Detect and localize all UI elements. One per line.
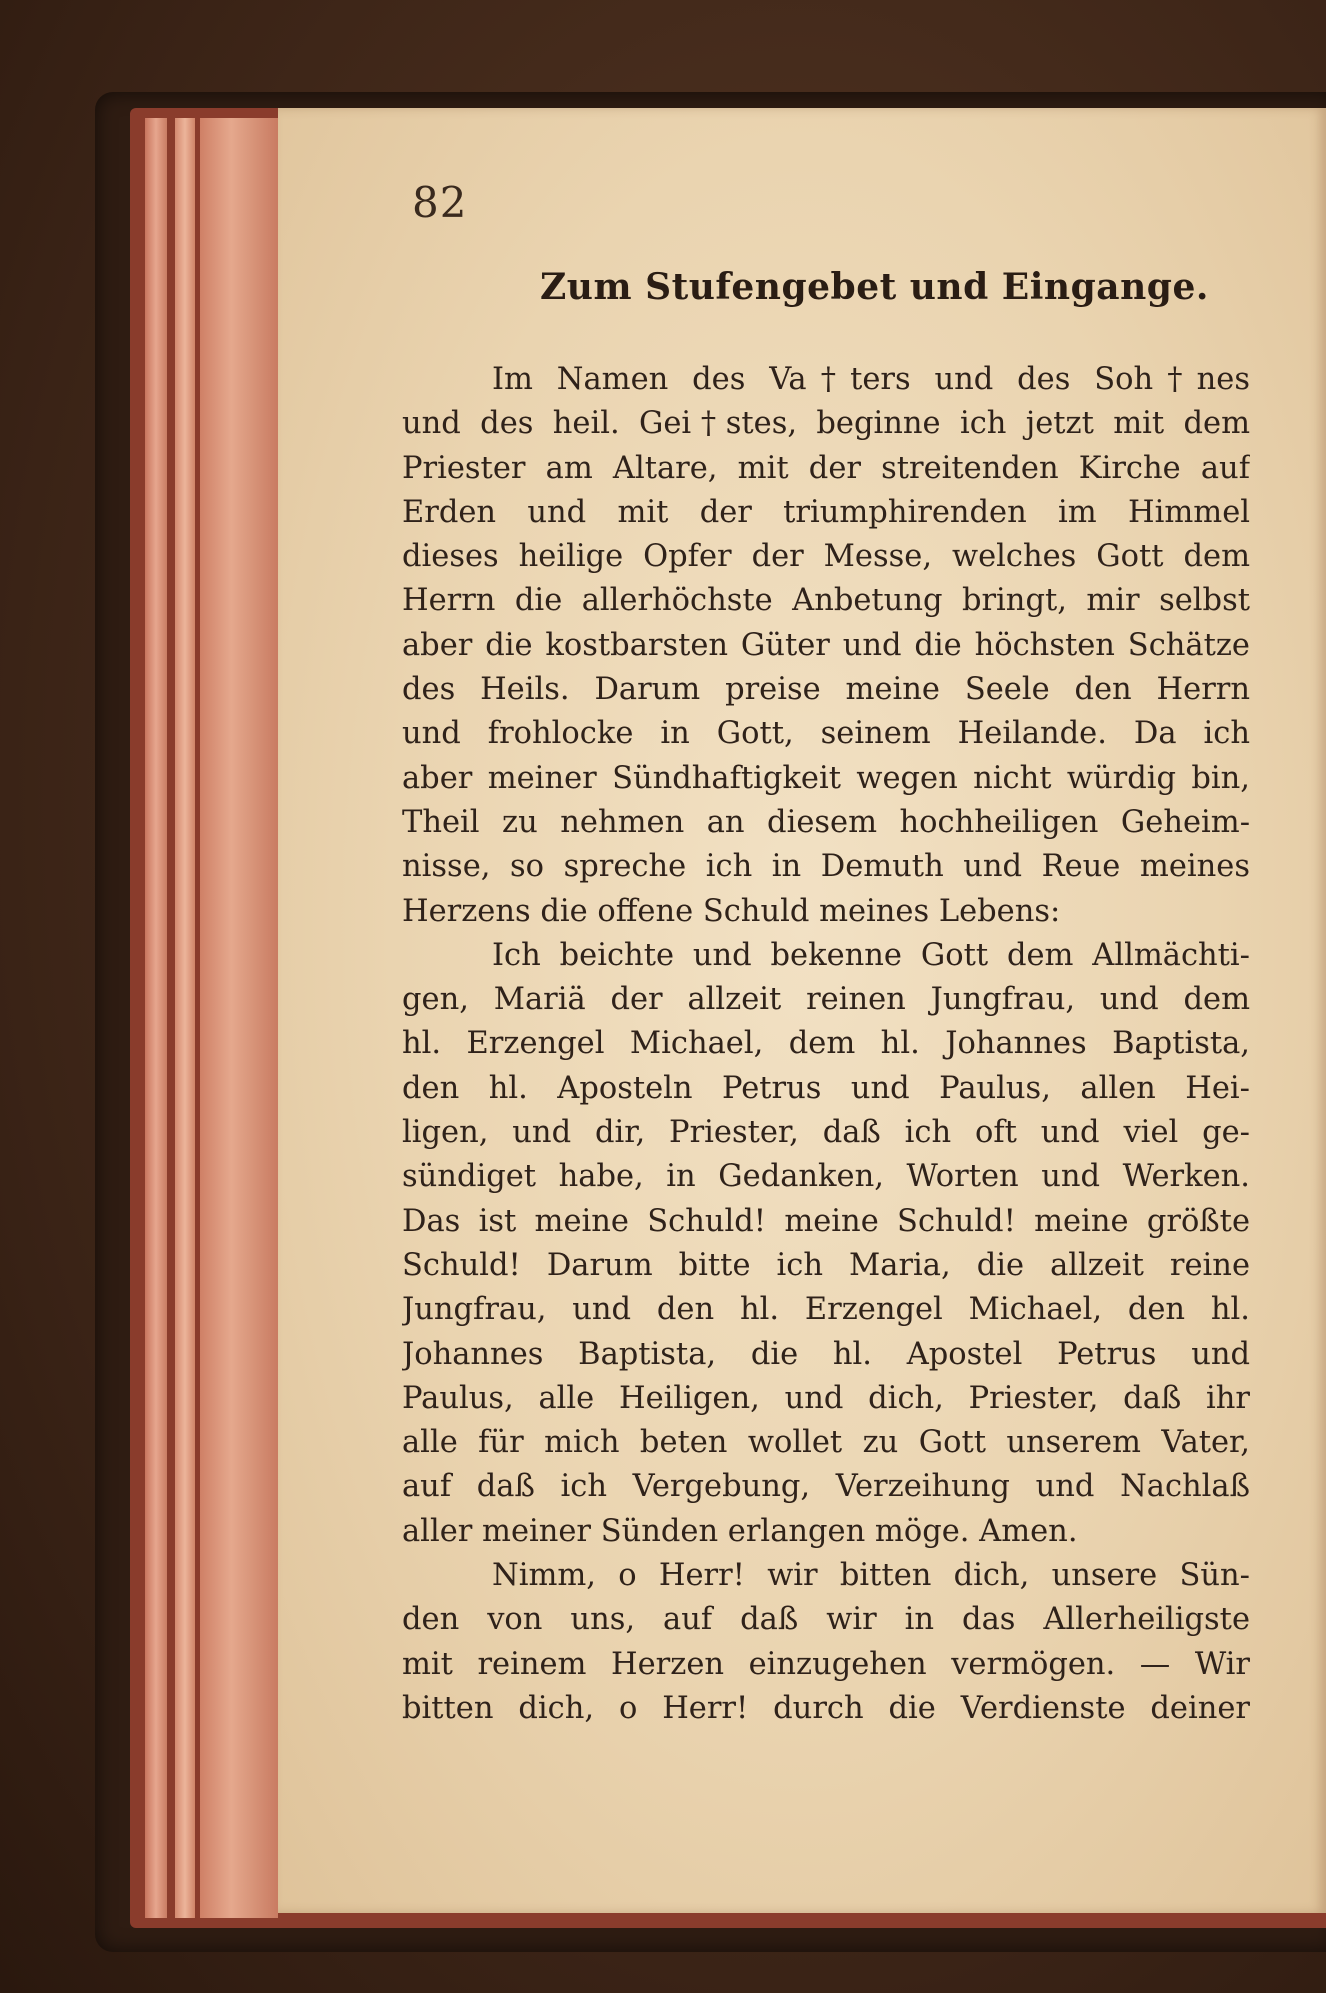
text-line: Schuld! Darum bitte ich Maria, die allzeit reine [402, 1247, 1250, 1283]
text-line: hl. Erzengel Michael, dem hl. Johannes Baptista, [402, 1026, 1250, 1062]
text-line: sündiget habe, in Gedanken, Worten und Werken. [402, 1159, 1250, 1195]
text-line: Herrn die allerhöchste Anbetung bringt, mir selbst [402, 583, 1250, 619]
page-stack-edge [200, 118, 278, 1918]
text-line: auf daß ich Vergebung, Verzeihung und Nachlaß [402, 1469, 1250, 1505]
text-line: und frohlocke in Gott, seinem Heilande. Da ich [402, 716, 1250, 752]
text-line: gen, Mariä der allzeit reinen Jungfrau, und dem [402, 982, 1250, 1018]
text-line: Ich beichte und bekenne Gott dem Allmächti- [492, 937, 1250, 973]
text-line: dieses heilige Opfer der Messe, welches Gott dem [402, 539, 1250, 575]
text-line: Theil zu nehmen an diesem hochheiligen Geheim- [402, 804, 1250, 840]
text-line: aller meiner Sünden erlangen möge. Amen. [402, 1513, 1078, 1549]
text-line: Herzens die offene Schuld meines Lebens: [402, 893, 1061, 929]
text-line: aber die kostbarsten Güter und die höchsten Schätze [402, 627, 1250, 663]
text-line: alle für mich beten wollet zu Gott unserem Vater, [402, 1425, 1250, 1461]
text-line: Johannes Baptista, die hl. Apostel Petrus und [402, 1336, 1250, 1372]
text-line: Jungfrau, und den hl. Erzengel Michael, den hl. [402, 1292, 1250, 1328]
text-line: Paulus, alle Heiligen, und dich, Priester, daß ihr [402, 1380, 1250, 1416]
text-line: Priester am Altare, mit der streitenden Kirche auf [402, 450, 1250, 486]
text-line: Im Namen des Va†ters und des Soh†nes [492, 362, 1250, 397]
text-line: Nimm, o Herr! wir bitten dich, unsere Sün- [492, 1558, 1250, 1594]
section-heading: Zum Stufengebet und Eingange. [540, 266, 1209, 308]
text-line: ligen, und dir, Priester, daß ich oft und viel ge- [402, 1115, 1250, 1151]
body-text [402, 358, 1250, 1731]
text-line: Erden und mit der triumphirenden im Himmel [402, 494, 1250, 530]
text-line: und des heil. Gei†stes, beginne ich jetzt mit dem [402, 406, 1250, 442]
text-line: nisse, so spreche ich in Demuth und Reue meines [402, 849, 1250, 885]
page-edge [145, 118, 167, 1918]
text-line: des Heils. Darum preise meine Seele den Herrn [402, 672, 1250, 708]
page-edge [175, 118, 195, 1918]
text-line: mit reinem Herzen einzugehen vermögen. — Wir [402, 1646, 1250, 1682]
text-line: aber meiner Sündhaftigkeit wegen nicht würdig bin, [402, 760, 1250, 796]
page-number: 82 [412, 178, 468, 227]
text-line: den von uns, auf daß wir in das Allerheiligste [402, 1602, 1250, 1638]
text-line: Das ist meine Schuld! meine Schuld! meine größte [402, 1203, 1250, 1239]
text-line: den hl. Aposteln Petrus und Paulus, allen Hei- [402, 1070, 1250, 1106]
text-line: bitten dich, o Herr! durch die Verdienste deiner [402, 1690, 1250, 1726]
